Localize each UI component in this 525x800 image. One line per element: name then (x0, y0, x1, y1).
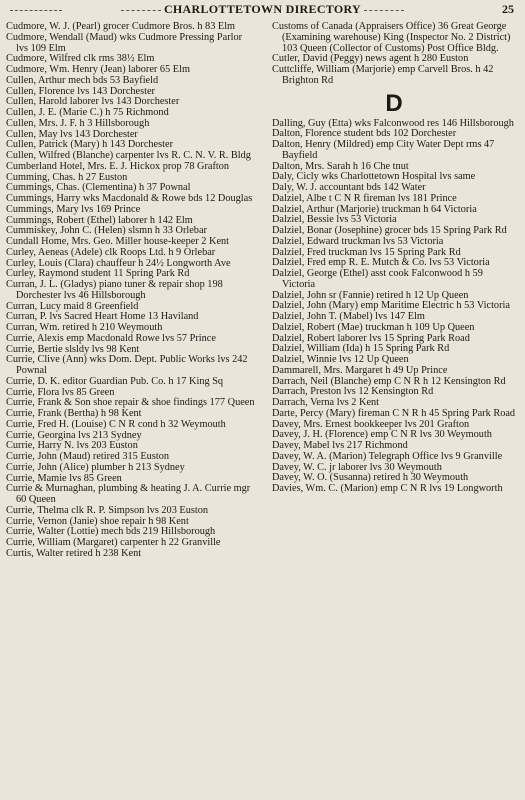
directory-entry: Currie, Frank (Bertha) h 98 Kent (6, 408, 142, 419)
directory-entry: Curran, P. lvs Sacred Heart Home 13 Haviland (6, 311, 199, 323)
directory-entry: Davey, Mabel lvs 217 Richmond (272, 440, 408, 451)
directory-entry: Currie, Clive (Ann) wks Dom. Dept. Public Works lvs 242 Pownal (6, 354, 248, 376)
directory-entry: Cumming, Chas. h 27 Euston (6, 171, 128, 183)
directory-entry: Cudmore, Wendall (Maud) wks Cudmore Pressing Parlor lvs 109 Elm (6, 31, 243, 54)
directory-entry: Dammarell, Mrs. Margaret h 49 Up Prince (272, 364, 448, 376)
directory-entry: Curtis, Walter retired h 238 Kent (6, 547, 142, 559)
directory-entry: Currie, Frank & Son shoe repair & shoe findings 177 Queen (6, 397, 255, 409)
directory-entry: Dalton, Mrs. Sarah h 16 Che tnut (272, 160, 409, 172)
right-column-bottom-entries (272, 119, 516, 495)
directory-entry: Currie, William (Margaret) carpenter h 22 Granville (6, 537, 221, 548)
right-column (272, 22, 516, 495)
directory-entry: Dalziel, George (Ethel) asst cook Falconwood h 59 Victoria (272, 268, 483, 290)
directory-entry: Cullen, Patrick (Mary) h 143 Dorchester (6, 139, 173, 151)
directory-entry: Currie, John (Maud) retired 315 Euston (6, 451, 170, 462)
directory-entry: Daly, Cicly wks Charlottetown Hospital lvs same (272, 171, 476, 183)
directory-entry: Currie, D. K. editor Guardian Pub. Co. h 17 King Sq (6, 375, 224, 387)
directory-entry: Cullen, Arthur mech bds 53 Bayfield (6, 74, 159, 86)
directory-entry: Darrach, Preston lvs 12 Kensington Rd (272, 386, 434, 398)
left-column (6, 22, 256, 560)
header-dash-right (364, 10, 404, 11)
directory-entry: Dalziel, John (Mary) emp Maritime Electric h 53 Victoria (272, 300, 510, 312)
section-letter: D (385, 89, 403, 117)
directory-entry: Dalziel, Edward truckman lvs 53 Victoria (272, 235, 444, 247)
directory-entry: Cullen, May lvs 143 Dorchester (6, 128, 138, 140)
directory-entry: Cummings, Harry wks Macdonald & Rowe bds 12 Douglas (6, 193, 253, 204)
directory-entry: Curley, Louis (Clara) chauffeur h 24½ Longworth Ave (6, 257, 231, 269)
directory-entry: Cummings, Mary lvs 169 Prince (6, 203, 141, 215)
directory-entry: Currie, Thelma clk R. P. Simpson lvs 203 Euston (6, 504, 209, 516)
directory-entry: Currie, Vernon (Janie) shoe repair h 98 Kent (6, 515, 189, 527)
directory-entry: Davey, W. O. (Susanna) retired h 30 Weymouth (272, 472, 469, 484)
directory-entry: Dalziel, Bonar (Josephine) grocer bds 15 Spring Park Rd (272, 225, 507, 236)
directory-entry: Cudmore, Wilfred clk rms 38½ Elm (6, 53, 155, 65)
directory-entry: Cuttcliffe, William (Marjorie) emp Carvell Bros. h 42 Brighton Rd (272, 64, 494, 86)
directory-entry: Dalziel, Fred truckman lvs 15 Spring Park Rd (272, 246, 461, 258)
directory-entry: Curley, Aeneas (Adele) clk Roops Ltd. h 9 Orlebar (6, 246, 216, 258)
directory-entry: Cullen, Florence lvs 143 Dorchester (6, 85, 155, 97)
directory-entry: Darte, Percy (Mary) fireman C N R h 45 Spring Park Road (272, 407, 516, 419)
directory-entry: Cutler, David (Peggy) news agent h 280 Euston (272, 53, 469, 65)
directory-entry: Dalziel, John T. (Mabel) lvs 147 Elm (272, 311, 425, 322)
directory-entry: Dalziel, Fred emp R. E. Mutch & Co. lvs 53 Victoria (272, 257, 490, 269)
right-column-top-entries (272, 22, 516, 87)
directory-entry: Darrach, Neil (Blanche) emp C N R h 12 Kensington Rd (272, 375, 506, 387)
page-header (0, 0, 525, 20)
directory-entry: Currie, Harry N. lvs 203 Euston (6, 440, 138, 452)
directory-entry: Currie, John (Alice) plumber h 213 Sydney (6, 461, 185, 473)
directory-entry: Currie, Fred H. (Louise) C N R cond h 32 Weymouth (6, 418, 226, 430)
directory-entry: Currie, Flora lvs 85 Green (6, 386, 115, 398)
directory-entry: Dalziel, Arthur (Marjorie) truckman h 64 Victoria (272, 203, 477, 215)
directory-entry: Cummings, Chas. (Clementina) h 37 Pownal (6, 182, 191, 194)
directory-entry: Cudmore, Wm. Henry (Jean) laborer 65 Elm (6, 64, 190, 75)
header-title-line (0, 2, 525, 17)
directory-entry: Curran, Lucy maid 8 Greenfield (6, 300, 139, 312)
directory-entry: Dalziel, Robert (Mae) truckman h 109 Up Queen (272, 321, 475, 333)
directory-entry: Currie, Bertie slsldy lvs 98 Kent (6, 343, 140, 355)
directory-entry: Dalton, Florence student bds 102 Dorchester (272, 128, 457, 140)
directory-entry: Davey, J. H. (Florence) emp C N R lvs 30 Weymouth (272, 429, 492, 441)
directory-entry: Dalziel, Winnie lvs 12 Up Queen (272, 354, 409, 365)
directory-entry: Cullen, Wilfred (Blanche) carpenter lvs R. C. N. V. R. Bldg (6, 150, 251, 161)
directory-entry: Currie, Georgina lvs 213 Sydney (6, 429, 142, 441)
directory-entry: Cudmore, W. J. (Pearl) grocer Cudmore Bros. h 83 Elm (6, 21, 236, 32)
directory-entry: Cullen, Mrs. J. F. h 3 Hillsborough (6, 117, 150, 129)
directory-entry: Currie, Walter (Lottie) mech bds 219 Hillsborough (6, 526, 216, 538)
directory-entry: Customs of Canada (Appraisers Office) 36 Great George (Examining warehouse) King (Inspector No. 2 District) 103 Queen (Collector of Customs) Post Office Bldg. (272, 21, 511, 54)
directory-entry: Dalziel, John sr (Fannie) retired h 12 Up Queen (272, 289, 469, 301)
directory-entry: Dalton, Henry (Mildred) emp City Water Dept rms 47 Bayfield (272, 139, 495, 161)
directory-entry: Davies, Wm. C. (Marion) emp C N R lvs 19 Longworth (272, 483, 503, 494)
directory-entry: Curran, Wm. retired h 210 Weymouth (6, 322, 163, 333)
directory-entry: Cummings, Robert (Ethel) laborer h 142 Elm (6, 214, 193, 226)
page-number: 25 (502, 2, 514, 16)
directory-entry: Davey, W. A. (Marion) Telegraph Office lvs 9 Granville (272, 450, 503, 462)
directory-entry: Davey, W. C. jr laborer lvs 30 Weymouth (272, 461, 442, 473)
directory-entry: Dalziel, Bessie lvs 53 Victoria (272, 214, 397, 226)
directory-entry: Curley, Raymond student 11 Spring Park Rd (6, 268, 190, 280)
directory-entry: Currie & Murnaghan, plumbing & heating J. A. Currie mgr 60 Queen (6, 483, 251, 505)
directory-entry: Dalling, Guy (Etta) wks Falconwood res 146 Hillsborough (272, 117, 514, 129)
directory-entry: Davey, Mrs. Ernest bookkeeper lvs 201 Grafton (272, 418, 470, 430)
page-title: CHARLOTTETOWN DIRECTORY (163, 2, 362, 16)
directory-entry: Currie, Alexis emp Macdonald Rowe lvs 57 Prince (6, 332, 216, 344)
directory-entry: Dalziel, William (Ida) h 15 Spring Park Rd (272, 343, 450, 355)
directory-entry: Cumberland Hotel, Mrs. E. J. Hickox prop 78 Grafton (6, 160, 230, 172)
directory-entry: Cullen, J. E. (Marie C.) h 75 Richmond (6, 107, 169, 118)
header-dash-left (121, 10, 161, 11)
directory-entry: Dalziel, Robert laborer lvs 15 Spring Park Road (272, 332, 470, 344)
directory-entry: Daly, W. J. accountant bds 142 Water (272, 182, 426, 193)
directory-entry: Cummiskey, John C. (Helen) slsmn h 33 Orlebar (6, 225, 207, 237)
directory-entry: Dalziel, Albe t C N R fireman lvs 181 Prince (272, 192, 457, 204)
directory-entry: Cundall Home, Mrs. Geo. Miller house-keeper 2 Kent (6, 236, 230, 247)
directory-entry: Cullen, Harold laborer lvs 143 Dorchester (6, 96, 180, 108)
directory-entry: Darrach, Verna lvs 2 Kent (272, 397, 380, 408)
directory-entry: Curran, J. L. (Gladys) piano tuner & repair shop 198 Dorchester lvs 46 Hillsborough (6, 279, 223, 301)
directory-entry: Currie, Mamie lvs 85 Green (6, 472, 122, 484)
